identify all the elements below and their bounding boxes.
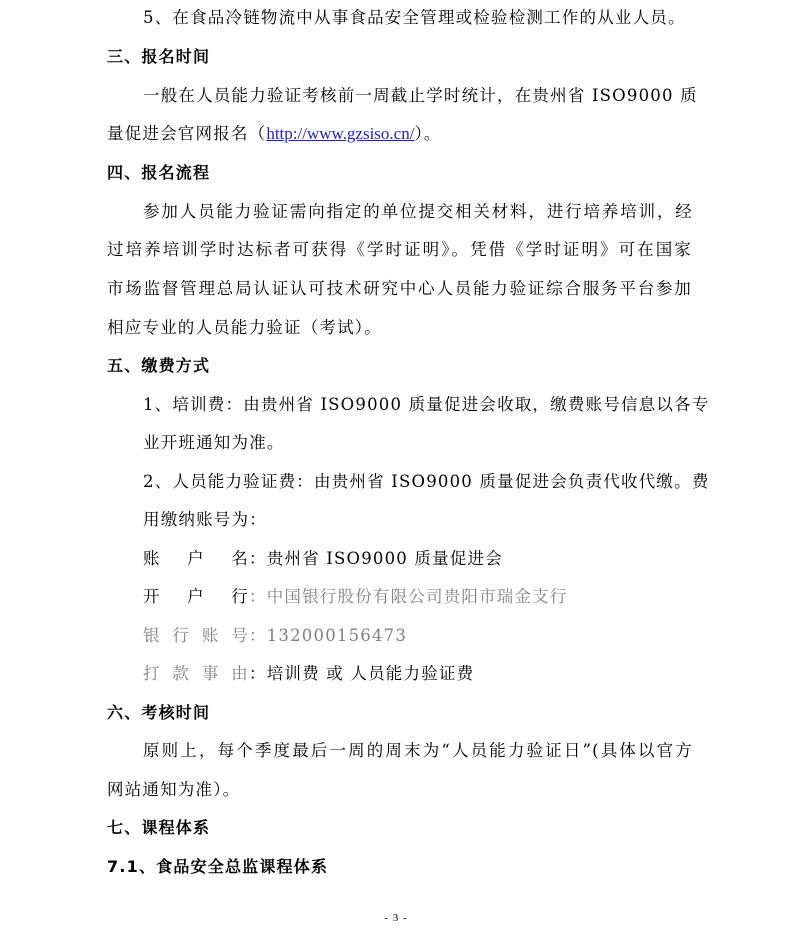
section-heading-3: 三、报名时间 <box>107 47 211 66</box>
payment-reason-row <box>0 662 792 686</box>
account-number-value: ：132000156473 <box>249 626 408 645</box>
website-link[interactable]: http://www.gzsiso.cn/ <box>266 124 415 143</box>
paragraph-line: 用缴纳账号为： <box>143 510 267 529</box>
paragraph-line: 市场监督管理总局认证认可技术研究中心人员能力验证综合服务平台参加 <box>107 279 692 298</box>
section-heading-5: 五、缴费方式 <box>107 356 211 375</box>
paragraph-line: 网站通知为准）。 <box>107 780 241 799</box>
account-name-value: ：贵州省 ISO9000 质量促进会 <box>249 549 503 568</box>
payment-reason-value: ：培训费 或 人员能力验证费 <box>249 664 475 683</box>
paragraph-line: 相应专业的人员能力验证（考试）。 <box>107 318 382 337</box>
bank-row <box>0 585 792 609</box>
account-name-row <box>0 547 792 571</box>
paragraph-line: 过培养培训学时达标者可获得《学时证明》。凭借《学时证明》可在国家 <box>107 240 692 259</box>
subsection-heading-7-1: 7.1、食品安全总监课程体系 <box>107 857 329 876</box>
paragraph-line: 1、培训费：由贵州省 ISO9000 质量促进会收取，缴费账号信息以各专 <box>143 395 710 414</box>
bank-value: ：中国银行股份有限公司贵阳市瑞金支行 <box>249 587 568 606</box>
account-name-label: 账 户 名 <box>143 549 249 568</box>
section-heading-4: 四、报名流程 <box>107 163 211 182</box>
bank-label: 开 户 行 <box>143 587 249 606</box>
section-heading-6: 六、考核时间 <box>107 703 211 722</box>
paragraph-line: 原则上，每个季度最后一周的周末为“人员能力验证日”(具体以官方 <box>143 741 693 760</box>
paragraph-line: 参加人员能力验证需向指定的单位提交相关材料，进行培养培训，经 <box>143 202 693 221</box>
paragraph-line: 业开班通知为准。 <box>143 433 285 452</box>
payment-reason-label: 打 款 事 由 <box>143 664 249 683</box>
account-number-label: 银 行 账 号 <box>143 626 249 645</box>
paragraph-line: 一般在人员能力验证考核前一周截止学时统计，在贵州省 ISO9000 质 <box>143 86 698 105</box>
list-item-5: 5、在食品冷链物流中从事食品安全管理或检验检测工作的从业人员。 <box>143 8 686 27</box>
page-number: - 3 - <box>384 912 408 924</box>
paragraph-line: 量促进会官网报名（http://www.gzsiso.cn/）。 <box>107 124 442 143</box>
paragraph-line: 2、人员能力验证费：由贵州省 ISO9000 质量促进会负责代收代缴。费 <box>143 472 710 491</box>
account-number-row <box>0 624 792 648</box>
section-heading-7: 七、课程体系 <box>107 818 211 837</box>
